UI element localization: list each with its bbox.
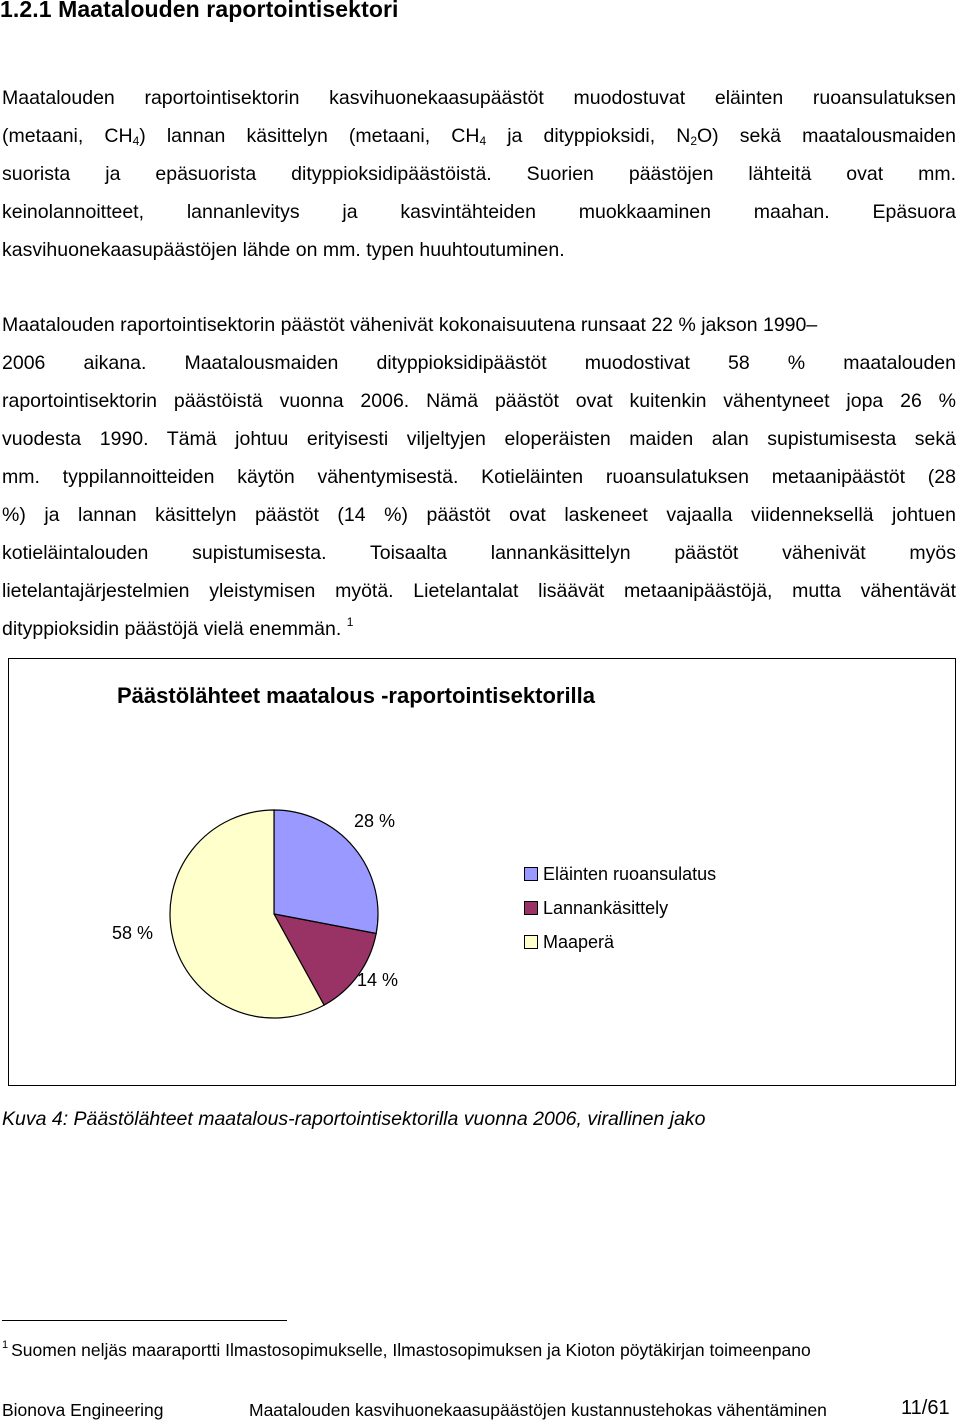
paragraph-1-line: suorista ja epäsuorista dityppioksidipäästöistä. Suorien päästöjen lähteitä ovat mm.: [2, 163, 956, 185]
paragraph-2-line: Maatalouden raportointisektorin päästöt vähenivät kokonaisuutena runsaat 22 % jakson 1990–: [2, 314, 818, 336]
legend-label: Maaperä: [543, 932, 615, 952]
footer-organization: Bionova Engineering: [2, 1400, 164, 1420]
paragraph-2-line: kotieläintalouden supistumisesta. Toisaalta lannankäsittelyn päästöt vähenivät myös: [2, 542, 956, 564]
footnote: [2, 1340, 811, 1361]
subscript: 4: [132, 134, 140, 148]
subscript: 2: [690, 134, 698, 148]
slice-label: 58 %: [112, 923, 154, 943]
paragraph-1-line: keinolannoitteet, lannanlevitys ja kasvintähteiden muokkaaminen maahan. Epäsuora: [2, 201, 956, 223]
footnote-marker: 1: [2, 1339, 9, 1351]
legend-swatch: [524, 901, 538, 915]
slice-label: 28 %: [354, 811, 396, 831]
slice-label: 14 %: [357, 970, 399, 990]
subscript: 4: [479, 134, 487, 148]
legend-swatch: [524, 867, 538, 881]
paragraph-2-line: %) ja lannan käsittelyn päästöt (14 %) päästöt ovat laskeneet vajaalla viidenneksellä johtuen: [2, 504, 956, 526]
pie-chart: [9, 659, 955, 1085]
legend-label: Lannankäsittely: [543, 898, 669, 918]
legend-item: [524, 925, 716, 959]
figure-caption: Kuva 4: Päästölähteet maatalous-raportointisektorilla vuonna 2006, virallinen jako: [2, 1108, 706, 1130]
chart-title: Päästölähteet maatalous -raportointisektorilla: [117, 683, 596, 708]
pie-chart-figure: [8, 658, 956, 1086]
text-run: ja dityppioksidi, N: [486, 125, 691, 147]
footer-document-title: Maatalouden kasvihuonekaasupäästöjen kustannustehokas vähentäminen: [249, 1400, 827, 1420]
footnote-text: Suomen neljäs maaraportti Ilmastosopimukselle, Ilmastosopimuksen ja Kioton pöytäkirjan toimeenpano: [11, 1340, 811, 1360]
legend-item: [524, 891, 716, 925]
paragraph-2-line: mm. typpilannoitteiden käytön vähentymisestä. Kotieläinten ruoansulatuksen metaanipäästöt (28: [2, 466, 956, 488]
paragraph-2-line: 2006 aikana. Maatalousmaiden dityppioksidipäästöt muodostivat 58 % maatalouden: [2, 352, 956, 374]
legend-swatch: [524, 935, 538, 949]
paragraph-2-line: [2, 610, 956, 648]
paragraph-1: [2, 79, 956, 269]
paragraph-1-line: kasvihuonekaasupäästöjen lähde on mm. typen huuhtoutuminen.: [2, 239, 565, 261]
text-run: (metaani, CH: [2, 125, 133, 147]
chart-legend: [524, 857, 716, 959]
paragraph-1-line: [2, 117, 956, 155]
footnote-reference[interactable]: 1: [346, 615, 354, 629]
paragraph-2-line: lietelantajärjestelmien yleistymisen myötä. Lietelantalat lisäävät metaanipäästöjä, mutta vähentävät: [2, 580, 956, 602]
paragraph-2-line: raportointisektorin päästöistä vuonna 2006. Nämä päästöt ovat kuitenkin vähentyneet jopa 26 %: [2, 390, 956, 412]
paragraph-2: [2, 306, 956, 648]
footnote-separator: [2, 1320, 287, 1321]
section-heading: 1.2.1 Maatalouden raportointisektori: [0, 0, 399, 22]
legend-label: Eläinten ruoansulatus: [543, 864, 717, 884]
text-run: dityppioksidin päästöjä vielä enemmän.: [2, 618, 342, 640]
legend-item: [524, 857, 716, 891]
page-number: 11/61: [901, 1397, 950, 1419]
paragraph-2-line: vuodesta 1990. Tämä johtuu erityisesti viljeltyjen eloperäisten maiden alan supistumisesta sekä: [2, 428, 956, 450]
text-run: ) lannan käsittelyn (metaani, CH: [139, 125, 480, 147]
paragraph-1-line: Maatalouden raportointisektorin kasvihuonekaasupäästöt muodostuvat eläinten ruoansulatuksen: [2, 87, 956, 109]
text-run: O) sekä maatalousmaiden: [697, 125, 956, 147]
